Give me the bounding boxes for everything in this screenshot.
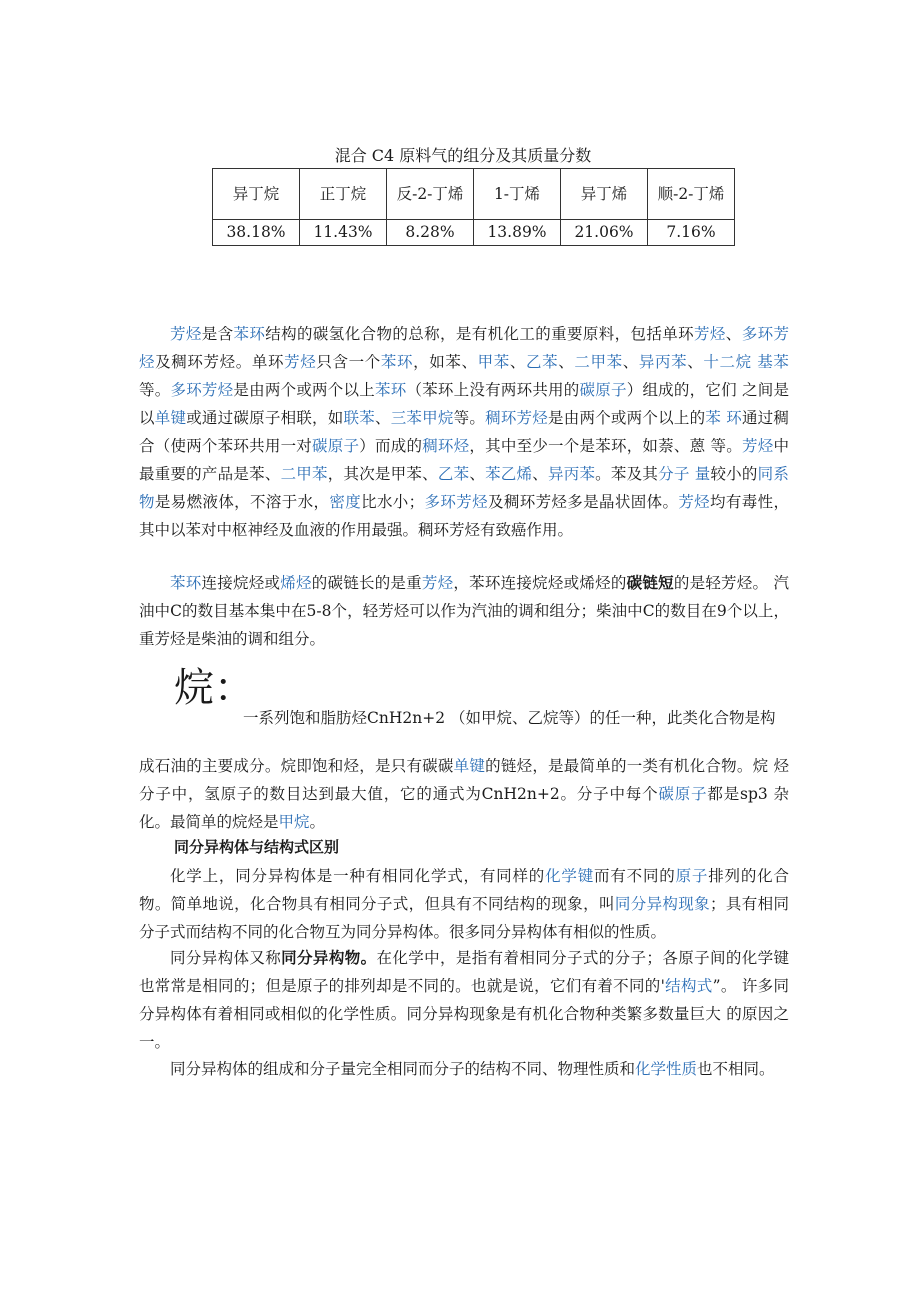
link[interactable]: 多环芳烃 bbox=[424, 493, 488, 511]
alkane-title: 烷： bbox=[174, 665, 254, 711]
text: 、 bbox=[469, 465, 486, 483]
link[interactable]: 乙苯 bbox=[525, 353, 559, 371]
link[interactable]: 芳烃 bbox=[170, 325, 202, 343]
link[interactable]: 单键 bbox=[453, 757, 486, 775]
link[interactable]: 二甲苯 bbox=[574, 353, 623, 371]
text: 连接烷烃或 bbox=[201, 574, 281, 592]
table-header-row bbox=[213, 169, 735, 220]
link[interactable]: 单键 bbox=[154, 409, 187, 427]
header-cell: 正丁烷 bbox=[300, 169, 387, 220]
header-cell: 顺-2-丁烯 bbox=[648, 169, 735, 220]
heavy-aromatics-paragraph bbox=[139, 569, 789, 653]
link[interactable]: 苯乙烯 bbox=[485, 465, 533, 483]
text: 同分异构体的组成和分子量完全相同而分子的结构不同、物理性质和 bbox=[170, 1060, 636, 1078]
text: ”。 许多同分异构体有着相同或相似的化学性质。同分异构现象是有机化合物种类繁多数量巨大 的原因之一。 bbox=[139, 977, 789, 1051]
text: 的链烃，是最简单的一类有机化合物。烷 烃分子中，氢原子的数目达到最大值，它的通式为CnH2n+2。分子中每个 bbox=[139, 757, 789, 803]
text: ，苯环连接烷烃或烯烃的 bbox=[453, 574, 627, 592]
text: 均有毒性，其中以苯对中枢神经及血液的作用最强。稠环芳烃有致癌作用。 bbox=[139, 493, 789, 539]
link[interactable]: 三苯甲烷 bbox=[390, 409, 454, 427]
isomer-heading: 同分异构体与结构式区别 bbox=[174, 838, 340, 856]
text: 也不相同。 bbox=[697, 1060, 775, 1078]
text: ，其次是甲苯、 bbox=[327, 465, 438, 483]
text: 及稠环芳烃多是晶状固体。 bbox=[487, 493, 679, 511]
link[interactable]: 联苯 bbox=[343, 409, 375, 427]
link[interactable]: 化学性质 bbox=[635, 1060, 698, 1078]
text: 在化学中，是指有着相同分子式的分子；各原子间的化学键也常常是相同的；但是原子的排列却是不同的。也就是说，它们有着不同的' bbox=[139, 949, 789, 995]
header-cell: 异丁烷 bbox=[213, 169, 300, 220]
link[interactable]: 甲苯 bbox=[477, 353, 510, 371]
value-cell: 38.18% bbox=[213, 220, 300, 246]
text: 等。 bbox=[453, 409, 486, 427]
text: ）而成的 bbox=[359, 437, 423, 455]
text: 及稠环芳烃。单环 bbox=[155, 353, 285, 371]
text: 是由两个或两个以上的 bbox=[548, 409, 706, 427]
text: （苯环上没有两环共用的 bbox=[406, 381, 580, 399]
text: ，如苯、 bbox=[413, 353, 478, 371]
text: 只含一个 bbox=[316, 353, 381, 371]
text: 同分异构体又称 bbox=[170, 949, 282, 967]
link[interactable]: 烯烃 bbox=[280, 574, 312, 592]
link[interactable]: 芳烃 bbox=[694, 325, 726, 343]
value-cell: 7.16% bbox=[648, 220, 735, 246]
text: ）组成的，它们 之间是以 bbox=[139, 381, 789, 427]
text: ，其中至少一个是苯环，如萘、蒽 等。 bbox=[469, 437, 742, 455]
text: 。苯及其 bbox=[595, 465, 659, 483]
table-value-row bbox=[213, 220, 735, 246]
alkane-paragraph bbox=[139, 752, 789, 836]
text: 比水小； bbox=[361, 493, 425, 511]
link[interactable]: 稠环烃 bbox=[422, 437, 470, 455]
link[interactable]: 结构式 bbox=[664, 977, 713, 995]
text: 排列的化合物。简单地说，化合物具有相同分子式，但具有不同结构的现象，叫 bbox=[139, 867, 789, 913]
text: 的碳链长的是重 bbox=[311, 574, 422, 592]
link[interactable]: 碳原子 bbox=[579, 381, 627, 399]
text: 、 bbox=[374, 409, 391, 427]
link[interactable]: 甲烷 bbox=[278, 813, 310, 831]
value-cell: 13.89% bbox=[474, 220, 561, 246]
link[interactable]: 密度 bbox=[329, 493, 362, 511]
link[interactable]: 十二烷 基苯 bbox=[703, 353, 789, 371]
link[interactable]: 芳烃 bbox=[421, 574, 454, 592]
link[interactable]: 芳烃 bbox=[678, 493, 711, 511]
text: 是由两个或两个以上 bbox=[233, 381, 375, 399]
text: 、 bbox=[509, 353, 526, 371]
link[interactable]: 同系物 bbox=[139, 465, 789, 511]
text: 、 bbox=[687, 353, 704, 371]
text: 等。 bbox=[139, 381, 171, 399]
text: 都是sp3 杂化。最简单的烷烃是 bbox=[139, 785, 789, 831]
text: 化学上，同分异构体是一种有相同化学式，有同样的 bbox=[170, 867, 546, 885]
link[interactable]: 同分异构现象 bbox=[614, 895, 711, 913]
link[interactable]: 二甲苯 bbox=[280, 465, 328, 483]
text: 、 bbox=[622, 353, 639, 371]
header-cell: 异丁烯 bbox=[561, 169, 648, 220]
text: 通过稠合（使两个苯环共用一对 bbox=[139, 409, 789, 455]
link[interactable]: 芳烃 bbox=[284, 353, 317, 371]
text: 、 bbox=[532, 465, 548, 483]
link[interactable]: 碳原子 bbox=[658, 785, 708, 803]
link[interactable]: 原子 bbox=[675, 867, 709, 885]
link[interactable]: 多环芳烃 bbox=[139, 325, 789, 371]
text: 而有不同的 bbox=[594, 867, 676, 885]
link[interactable]: 异丙苯 bbox=[638, 353, 688, 371]
isomer-paragraph-3 bbox=[139, 1055, 789, 1083]
header-cell: 1-丁烯 bbox=[474, 169, 561, 220]
link[interactable]: 多环芳烃 bbox=[170, 381, 234, 399]
text: 较小的 bbox=[710, 465, 758, 483]
link[interactable]: 异丙苯 bbox=[547, 465, 596, 483]
header-cell: 反-2-丁烯 bbox=[387, 169, 474, 220]
text: 的是轻芳烃。 汽油中C的数目基本集中在5-8个，轻芳烃可以作为汽油的调和组分；柴油中C的数目在9个以上，重芳烃是柴油的调和组分。 bbox=[139, 574, 789, 648]
text: 成石油的主要成分。烷即饱和烃，是只有碳碳 bbox=[139, 757, 454, 775]
text: 、 bbox=[725, 325, 742, 343]
alkane-intro-line: 一系列饱和脂肪烃CnH2n+2 （如甲烷、乙烷等）的任一种，此类化合物是构 bbox=[243, 709, 776, 727]
isomer-paragraph-2 bbox=[139, 944, 789, 1056]
value-cell: 11.43% bbox=[300, 220, 387, 246]
link[interactable]: 化学键 bbox=[545, 867, 595, 885]
text: 。 bbox=[309, 813, 326, 831]
link[interactable]: 芳烃 bbox=[741, 437, 774, 455]
text: 、 bbox=[558, 353, 575, 371]
text: 或通过碳原子相联，如 bbox=[186, 409, 344, 427]
text: 结构的碳氢化合物的总称，是有机化工的重要原料，包括单环 bbox=[265, 325, 695, 343]
link[interactable]: 苯 环 bbox=[705, 409, 742, 427]
value-cell: 21.06% bbox=[561, 220, 648, 246]
aromatics-paragraph bbox=[139, 320, 789, 544]
text: 是易燃液体，不溶于水， bbox=[154, 493, 330, 511]
link[interactable]: 稠环芳烃 bbox=[485, 409, 549, 427]
table-caption: 混合 C4 原料气的组分及其质量分数 bbox=[334, 146, 592, 165]
c4-composition-table bbox=[212, 168, 735, 246]
link[interactable]: 苯环 bbox=[380, 353, 414, 371]
link[interactable]: 碳原子 bbox=[312, 437, 360, 455]
link[interactable]: 苯环 bbox=[233, 325, 266, 343]
value-cell: 8.28% bbox=[387, 220, 474, 246]
text: 中最重要的产品是苯、 bbox=[139, 437, 789, 483]
link[interactable]: 苯环 bbox=[170, 574, 202, 592]
bold-text: 碳链短 bbox=[626, 573, 674, 592]
text: ；具有相同分子式而结构不同的化合物互为同分异构体。很多同分异构体有相似的性质。 bbox=[139, 895, 789, 941]
link[interactable]: 苯环 bbox=[375, 381, 407, 399]
isomer-paragraph-1 bbox=[139, 862, 789, 946]
link[interactable]: 分子 量 bbox=[658, 465, 711, 483]
link[interactable]: 乙苯 bbox=[437, 465, 470, 483]
bold-text: 同分异构物。 bbox=[281, 948, 377, 967]
text: 是含 bbox=[201, 325, 234, 343]
